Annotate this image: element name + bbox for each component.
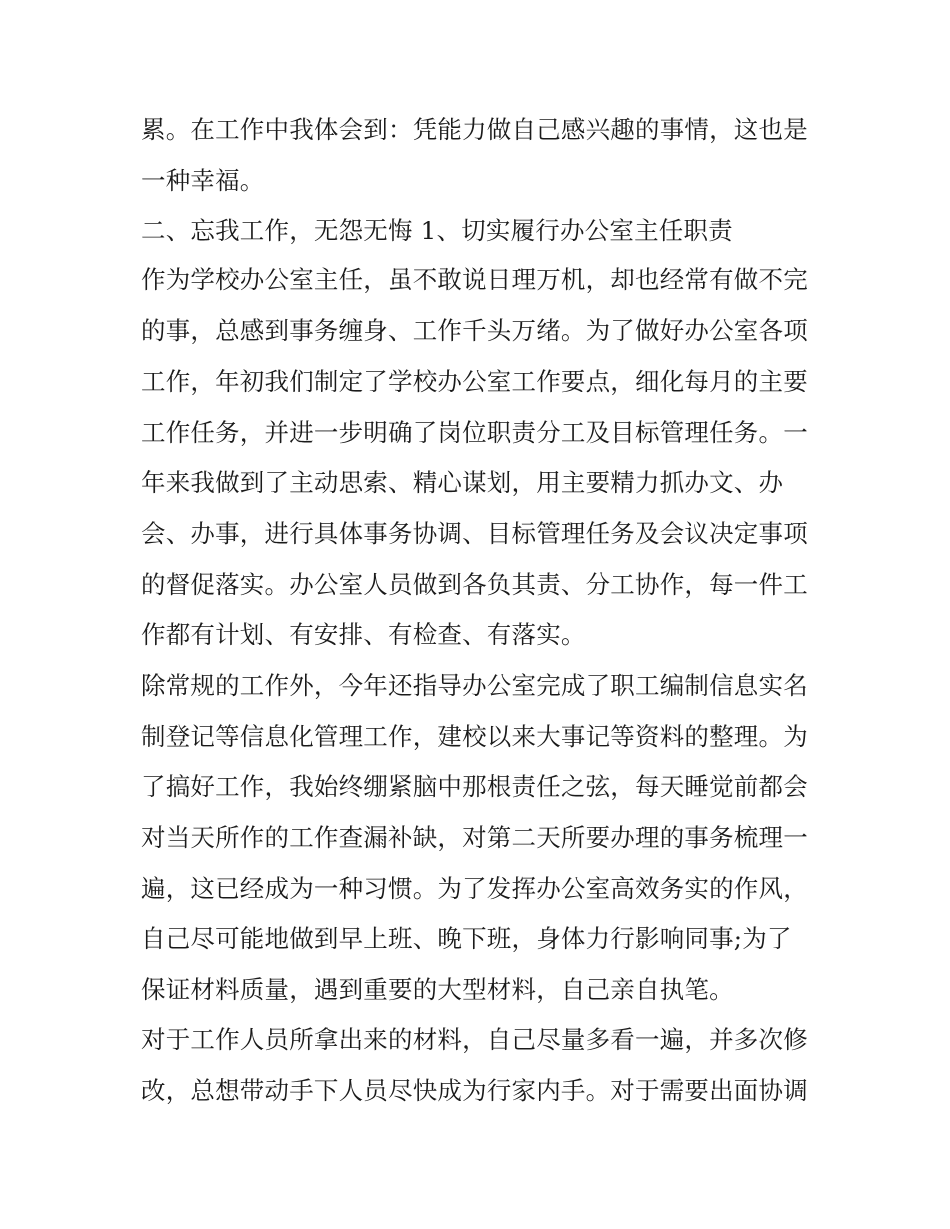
text-line: 作都有计划、有安排、有检查、有落实。 [141,620,586,649]
text-line: 自己尽可能地做到早上班、晚下班，身体力行影响同事;为了 [141,924,792,953]
text-line: 对当天所作的工作查漏补缺，对第二天所要办理的事务梳理一 [141,823,808,852]
text-line: 制登记等信息化管理工作，建校以来大事记等资料的整理。为 [141,722,808,751]
text-line: 工作，年初我们制定了学校办公室工作要点，细化每月的主要 [141,367,808,396]
text-line: 了搞好工作，我始终绷紧脑中那根责任之弦，每天睡觉前都会 [141,772,808,801]
text-line: 年来我做到了主动思索、精心谋划，用主要精力抓办文、办 [141,468,784,497]
text-line: 改，总想带动手下人员尽快成为行家内手。对于需要出面协调 [141,1076,808,1105]
text-line: 遍，这已经成为一种习惯。为了发挥办公室高效务实的作风， [141,874,808,903]
text-line: 保证材料质量，遇到重要的大型材料，自己亲自执笔。 [141,975,734,1004]
text-line: 的事，总感到事务缠身、工作千头万绪。为了做好办公室各项 [141,316,808,345]
text-line: 工作任务，并进一步明确了岗位职责分工及目标管理任务。一 [141,418,808,447]
text-line: 累。在工作中我体会到：凭能力做自己感兴趣的事情，这也是 [141,115,808,144]
section-heading: 二、忘我工作，无怨无悔 1、切实履行办公室主任职责 [141,216,733,245]
text-line: 的督促落实。办公室人员做到各负其责、分工协作，每一件工 [141,570,808,599]
text-line: 对于工作人员所拿出来的材料，自己尽量多看一遍，并多次修 [141,1025,808,1054]
text-line: 作为学校办公室主任，虽不敢说日理万机，却也经常有做不完 [141,265,808,294]
text-line: 一种幸福。 [141,166,265,195]
text-line: 除常规的工作外，今年还指导办公室完成了职工编制信息实名 [141,671,808,700]
text-line: 会、办事，进行具体事务协调、目标管理任务及会议决定事项 [141,519,808,548]
